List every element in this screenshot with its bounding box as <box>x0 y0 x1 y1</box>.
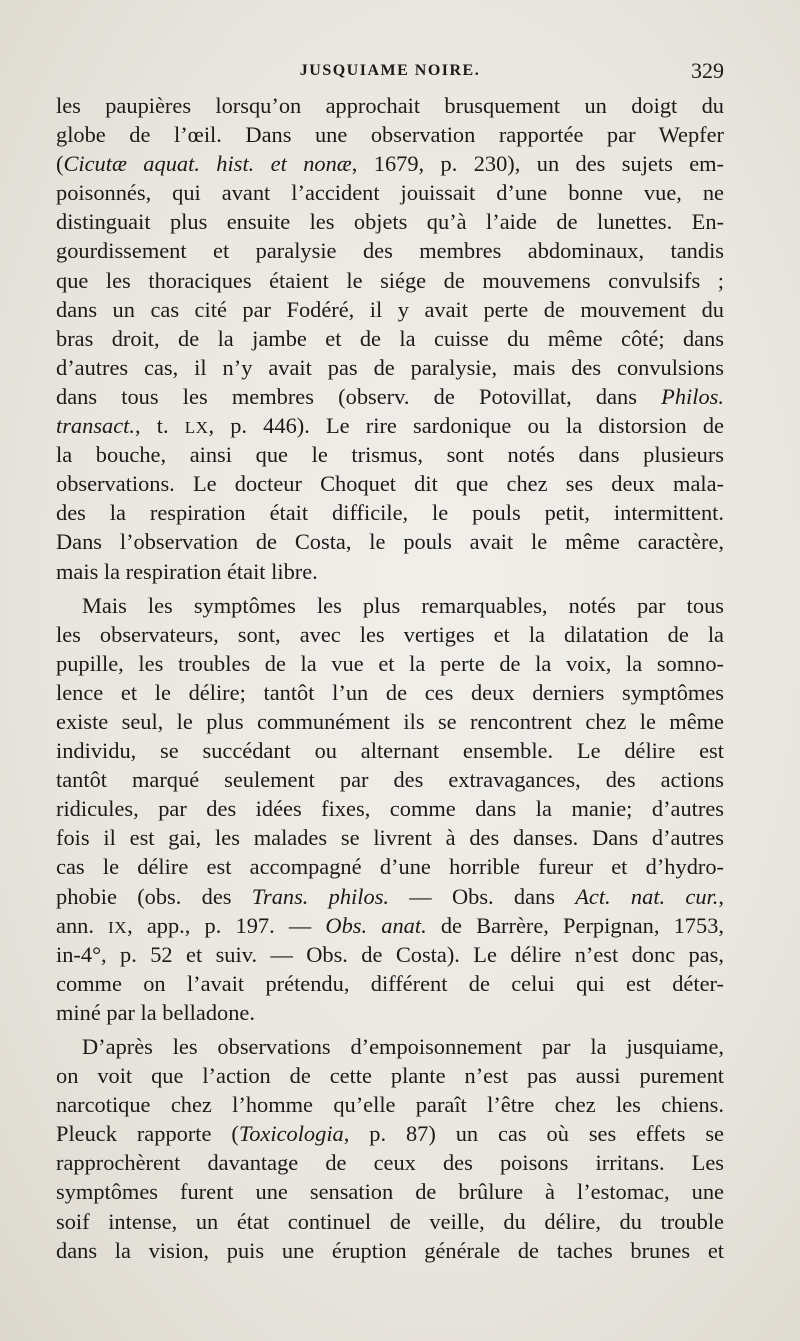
text-line: D’après les observations d’empoisonnement par la jusquiame, <box>82 1034 724 1059</box>
text-line: phobie (obs. des Trans. philos. — Obs. dans Act. nat. cur., <box>56 883 724 909</box>
text-line: poisonnés, qui avant l’accident jouissait d’une bonne vue, ne <box>56 180 724 206</box>
running-head <box>56 58 724 88</box>
text-line: distinguait plus ensuite les objets qu’à l’aide de lunettes. En- <box>56 209 724 235</box>
text-line: on voit que l’action de cette plante n’est pas aussi purement <box>56 1063 724 1089</box>
text-line: individu, se succédant ou alternant ensemble. Le délire est <box>56 738 724 764</box>
text-line: soif intense, un état continuel de veille, du délire, du trouble <box>56 1208 724 1234</box>
text-line: lence et le délire; tantôt l’un de ces deux derniers symptômes <box>56 679 724 705</box>
text-line: les paupières lorsqu’on approchait brusquement un doigt du <box>56 93 724 118</box>
running-title: JUSQUIAME NOIRE. <box>299 62 481 79</box>
text-line: existe seul, le plus communément ils se rencontrent chez le même <box>56 708 724 734</box>
text-line: les observateurs, sont, avec les vertiges et la dilatation de la <box>56 621 724 647</box>
text-line: transact., t. LX, p. 446). Le rire sardonique ou la distorsion de <box>56 413 724 439</box>
text-line: Pleuck rapporte (Toxicologia, p. 87) un cas où ses effets se <box>56 1121 724 1147</box>
text-line: rapprochèrent davantage de ceux des poisons irritans. Les <box>56 1150 724 1176</box>
text-line: Mais les symptômes les plus remarquables, notés par tous <box>82 592 724 618</box>
text-line: dans tous les membres (observ. de Potovillat, dans Philos. <box>56 383 724 409</box>
text-line: dans la vision, puis une éruption générale de taches brunes et <box>56 1237 724 1263</box>
text-line: globe de l’œil. Dans une observation rapportée par Wepfer <box>56 122 724 148</box>
paragraph <box>56 91 724 586</box>
paragraph <box>56 1032 724 1265</box>
text-line: fois il est gai, les malades se livrent à des danses. Dans d’autres <box>56 825 724 851</box>
text-line: in-4°, p. 52 et suiv. — Obs. de Costa). Le délire n’est donc pas, <box>56 941 724 967</box>
text-line: bras droit, de la jambe et de la cuisse du même côté; dans <box>56 325 724 351</box>
text-line: Dans l’observation de Costa, le pouls avait le même caractère, <box>56 529 724 555</box>
text-line: cas le délire est accompagné d’une horrible fureur et d’hydro- <box>56 854 724 880</box>
text-line: que les thoraciques étaient le siége de mouvemens convulsifs ; <box>56 267 724 293</box>
text-line: des la respiration était difficile, le pouls petit, intermittent. <box>56 500 724 526</box>
body-text <box>56 91 724 1265</box>
page-number: 329 <box>691 58 724 83</box>
text-line: miné par la belladone. <box>56 999 255 1025</box>
text-line: la bouche, ainsi que le trismus, sont notés dans plusieurs <box>56 442 724 468</box>
text-line: (Cicutæ aquat. hist. et nonæ, 1679, p. 230), un des sujets em- <box>56 151 725 177</box>
text-line: narcotique chez l’homme qu’elle paraît l’être chez les chiens. <box>56 1092 724 1118</box>
text-line: tantôt marqué seulement par des extravagances, des actions <box>56 767 724 793</box>
text-line: comme on l’avait prétendu, différent de celui qui est déter- <box>56 970 724 996</box>
text-line: gourdissement et paralysie des membres abdominaux, tandis <box>56 238 724 264</box>
paragraph <box>56 591 724 1027</box>
text-line: ridicules, par des idées fixes, comme dans la manie; d’autres <box>56 796 724 822</box>
text-line: d’autres cas, il n’y avait pas de paralysie, mais des convulsions <box>56 354 724 380</box>
text-line: pupille, les troubles de la vue et la perte de la voix, la somno- <box>56 650 724 676</box>
text-line: ann. IX, app., p. 197. — Obs. anat. de Barrère, Perpignan, 1753, <box>56 912 724 938</box>
text-line: mais la respiration était libre. <box>56 558 318 584</box>
text-line: observations. Le docteur Choquet dit que chez ses deux mala- <box>56 471 724 497</box>
text-line: symptômes furent une sensation de brûlure à l’estomac, une <box>56 1179 724 1205</box>
text-line: dans un cas cité par Fodéré, il y avait perte de mouvement du <box>56 296 724 322</box>
